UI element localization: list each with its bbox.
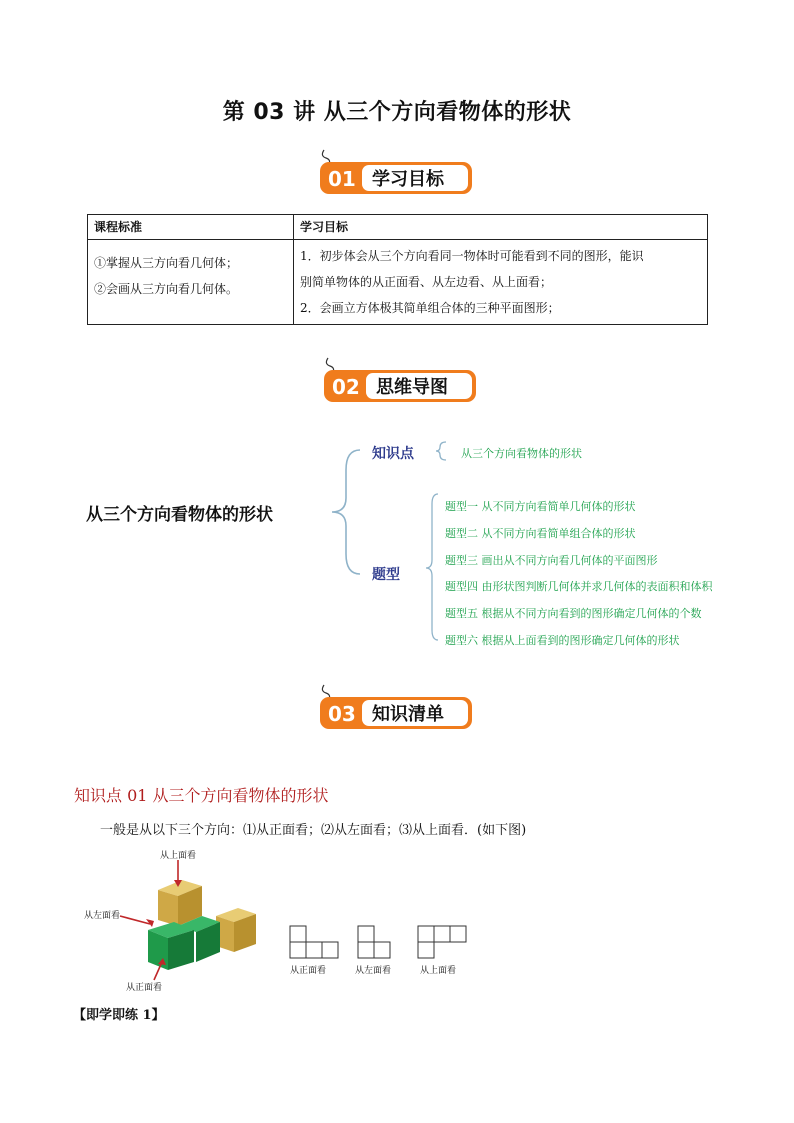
section-label: 学习目标: [372, 169, 444, 190]
figure-label-front: 从正面看: [126, 983, 163, 993]
standards-cell: [88, 240, 294, 325]
section-num: 01: [328, 167, 356, 191]
mindmap-types-label: 题型: [372, 567, 400, 583]
section-badge-02: [320, 356, 480, 404]
objectives-table: [87, 214, 708, 325]
mindmap-type-item: 题型三 画出从不同方向看几何体的平面图形: [445, 554, 658, 567]
front-view-grid: [290, 926, 338, 958]
section-badge-01: [316, 148, 476, 196]
mindmap-type-item: 题型五 根据从不同方向看到的图形确定几何体的个数: [445, 607, 702, 620]
mindmap-knowledge-item: 从三个方向看物体的形状: [461, 447, 582, 460]
mindmap-type-item: 题型一 从不同方向看简单几何体的形状: [445, 500, 636, 513]
cube-model-image: [148, 880, 256, 970]
top-view-label: 从上面看: [420, 966, 457, 976]
mindmap-type-item: 题型四 由形状图判断几何体并求几何体的表面积和体积: [445, 580, 713, 593]
three-views-figure: [80, 846, 480, 994]
front-view-label: 从正面看: [290, 966, 327, 976]
section-num: 02: [332, 375, 360, 399]
table-header-standard: 课程标准: [88, 215, 294, 240]
knowledge-point-description: 一般是从以下三个方向：⑴从正面看；⑵从左面看；⑶从上面看．(如下图): [100, 823, 527, 838]
left-view-grid: [358, 926, 390, 958]
goal-line: 2．会画立方体极其简单组合体的三种平面图形；: [300, 301, 560, 315]
top-view-grid: [418, 926, 466, 958]
section-label: 知识清单: [372, 704, 444, 725]
goals-cell: [294, 240, 708, 325]
goal-line: 1．初步体会从三个方向看同一物体时可能看到不同的图形，能识: [300, 249, 644, 263]
mindmap-root: 从三个方向看物体的形状: [86, 505, 273, 525]
mindmap-connectors: [320, 430, 460, 650]
figure-label-top: 从上面看: [160, 851, 197, 861]
left-view-label: 从左面看: [355, 966, 392, 976]
goal-line: 别简单物体的从正面看、从左边看、从上面看；: [300, 275, 553, 289]
standard-item: ①掌握从三方向看几何体；: [94, 256, 239, 270]
standard-item: ②会画从三方向看几何体。: [94, 282, 239, 296]
section-label: 思维导图: [376, 377, 448, 398]
figure-label-left: 从左面看: [84, 911, 121, 921]
mindmap-type-item: 题型六 根据从上面看到的图形确定几何体的形状: [445, 634, 680, 647]
section-badge-03: [316, 683, 476, 731]
knowledge-point-title: 知识点 01 从三个方向看物体的形状: [74, 786, 329, 805]
mindmap-type-item: 题型二 从不同方向看简单组合体的形状: [445, 527, 636, 540]
page-title: 第 03 讲 从三个方向看物体的形状: [222, 100, 572, 125]
table-header-goal: 学习目标: [294, 215, 708, 240]
section-num: 03: [328, 702, 356, 726]
mindmap-knowledge-label: 知识点: [372, 446, 414, 462]
practice-label: 【即学即练 1】: [73, 1008, 165, 1023]
